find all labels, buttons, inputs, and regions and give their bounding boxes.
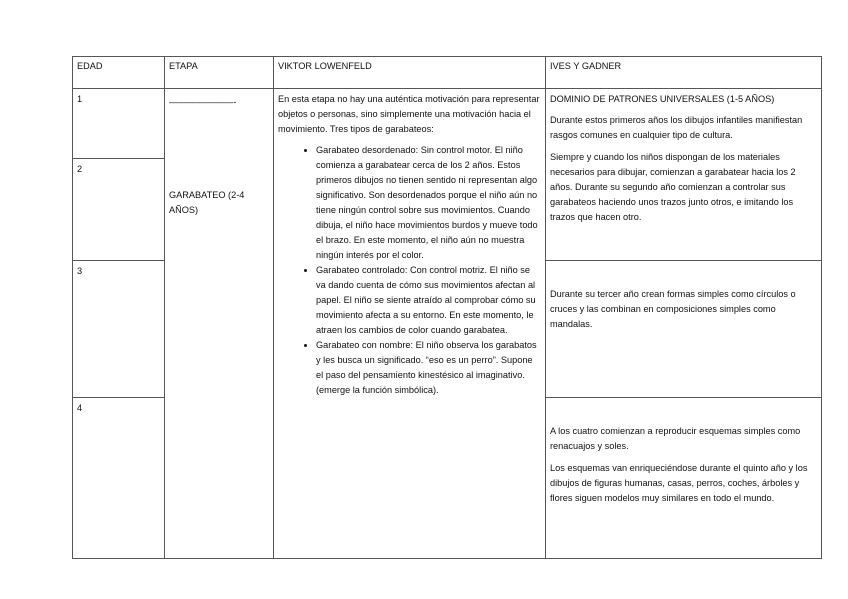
header-ives-y-gadner: IVES Y GADNER [546, 57, 822, 89]
ives-title: DOMINIO DE PATRONES UNIVERSALES (1-5 AÑOS) [550, 94, 775, 104]
header-etapa: ETAPA [165, 57, 274, 89]
ives-paragraph-2: Siempre y cuando los niños dispongan de los materiales necesarios para dibujar, comienzan a garabatear hacia los 2 años. Durante su segundo año comienzan a controlar sus garabateos haciendo unos trazos junto otros, e imitando los trazos que hacen otro. [550, 152, 796, 222]
header-viktor-lowenfeld: VIKTOR LOWENFELD [274, 57, 546, 89]
ives-paragraph-1: Durante estos primeros años los dibujos infantiles manifiestan rasgos comunes en cualquier tipo de cultura. [550, 115, 803, 140]
ives-cell-1 [546, 89, 822, 261]
etapa-garabateo: GARABATEO (2-4 AÑOS) [169, 190, 245, 215]
list-item: • Garabateo desordenado: Sin control motor. El niño comienza a garabatear cerca de los 2 años. Estos primeros dibujos no tienen sentido ni representan algo significativo. Son desordenados porque el niño aún no tiene ningún control sobre sus movimientos. Cuando dibuja, el niño hace movimientos burdos y mueve todo el brazo. En este momento, el niño aún no muestra ningún interés por el color. [316, 143, 541, 263]
edad-3: 3 [73, 261, 165, 398]
list-item: • Garabateo con nombre: El niño observa los garabatos y les busca un significado. “eso es un perro”. Supone el paso del pensamiento kinestésico al imaginativo. (emerge la función simbólica). [316, 338, 541, 398]
ives-paragraph-3: Durante su tercer año crean formas simples como círculos o cruces y las combinan en composiciones simples como mandalas. [550, 289, 796, 329]
list-item: • Garabateo controlado: Con control motriz. El niño se va dando cuenta de cómo sus movimientos afectan al papel. El niño se siente atraído al comprobar cómo su movimiento afecta a su entorno. En este momento, le atraen los cambios de color cuando garabatea. [316, 263, 541, 338]
etapa-dash: ———————- [169, 97, 237, 107]
garabateo-list [278, 143, 541, 398]
development-stages-table [72, 56, 822, 559]
table-row [73, 89, 822, 159]
lowenfeld-cell [274, 89, 546, 559]
header-edad: EDAD [73, 57, 165, 89]
edad-2: 2 [73, 159, 165, 261]
ives-paragraph-5: Los esquemas van enriqueciéndose durante el quinto año y los dibujos de figuras humanas, casas, perros, coches, árboles y flores siguen modelos muy similares en todo el mundo. [550, 463, 808, 503]
header-row [73, 57, 822, 89]
lowenfeld-intro: En esta etapa no hay una auténtica motivación para representar objetos o personas, sino simplemente una motivación hacia el movimiento. Tres tipos de garabateos: [278, 94, 540, 134]
ives-cell-4 [546, 398, 822, 559]
edad-4: 4 [73, 398, 165, 559]
edad-1: 1 [73, 89, 165, 159]
etapa-cell [165, 89, 274, 559]
ives-cell-3 [546, 261, 822, 398]
ives-paragraph-4: A los cuatro comienzan a reproducir esquemas simples como renacuajos y soles. [550, 426, 801, 451]
